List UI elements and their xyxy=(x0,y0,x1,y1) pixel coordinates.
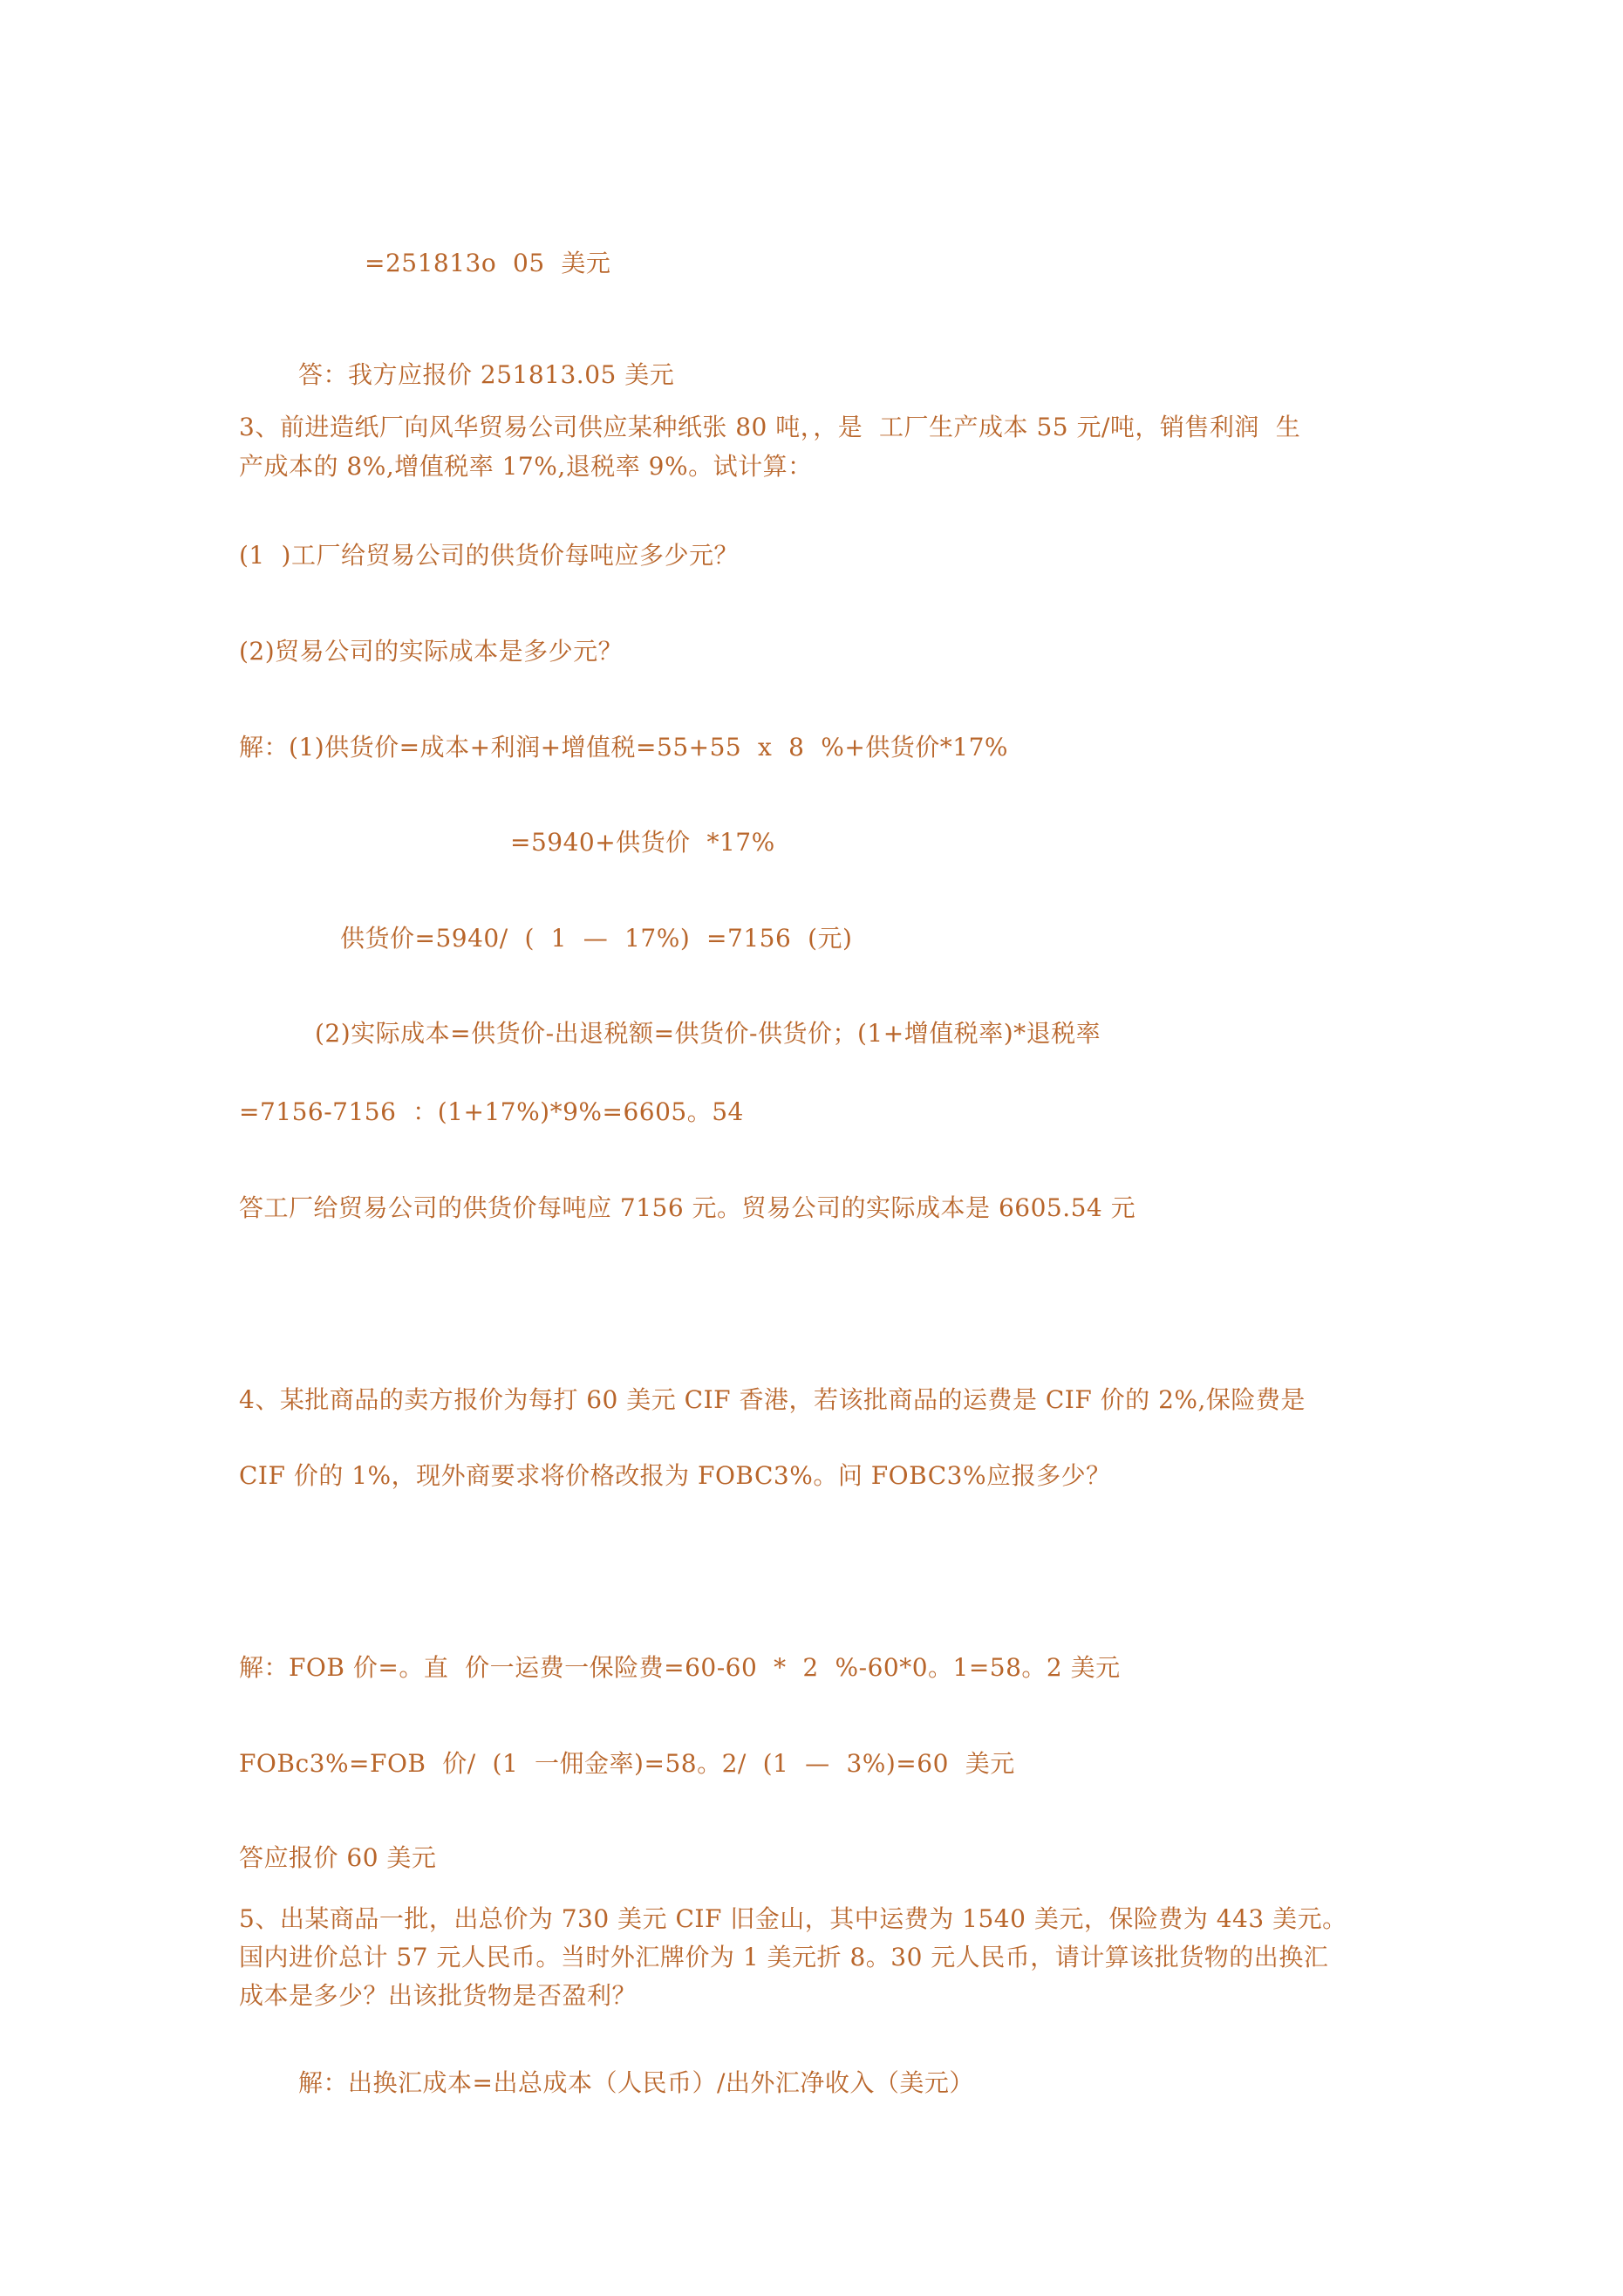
text-line: 解：出换汇成本=出总成本（人民币）/出外汇净收入（美元） xyxy=(298,2068,974,2097)
text-line: 成本是多少？出该批货物是否盈利？ xyxy=(239,1981,638,2010)
text-line: 3、前进造纸厂向风华贸易公司供应某种纸张 80 吨，，是 工厂生产成本 55 元/吨，销售利润 生 xyxy=(239,413,1301,441)
text-line: FOBc3%=FOB 价/ (1 一佣金率)=58。2/ (1 — 3%)=60 美元 xyxy=(239,1749,1015,1778)
text-line: 解：(1)供货价=成本+利润+增值税=55+55 x 8 %+供货价*17% xyxy=(239,733,1009,762)
text-line: CIF 价的 1%，现外商要求将价格改报为 FOBC3%。问 FOBC3%应报多少？ xyxy=(239,1461,1111,1490)
text-line: 国内进价总计 57 元人民币。当时外汇牌价为 1 美元折 8。30 元人民币，请计算该批货物的出换汇 xyxy=(239,1943,1329,1971)
text-line: 答：我方应报价 251813.05 美元 xyxy=(298,360,675,389)
text-line: (2)贸易公司的实际成本是多少元？ xyxy=(239,637,624,666)
text-line: 4、某批商品的卖方报价为每打 60 美元 CIF 香港，若该批商品的运费是 CIF 价的 2%,保险费是 xyxy=(239,1385,1306,1414)
text-line: 解：FOB 价=。直 价一运费一保险费=60-60 * 2 %-60*0。1=58。2 美元 xyxy=(239,1653,1121,1682)
text-line: (1 )工厂给贸易公司的供货价每吨应多少元？ xyxy=(239,541,739,570)
text-line: 产成本的 8%,增值税率 17%,退税率 9%。试计算： xyxy=(239,452,813,481)
text-line: (2)实际成本=供货价-出退税额=供货价-供货价；(1+增值税率)*退税率 xyxy=(315,1019,1101,1048)
text-line: =5940+供货价 *17% xyxy=(510,828,775,857)
text-line: 答应报价 60 美元 xyxy=(239,1843,437,1872)
text-line: 供货价=5940/ ( 1 — 17%) =7156 (元) xyxy=(340,924,853,953)
text-line: 5、出某商品一批，出总价为 730 美元 CIF 旧金山，其中运费为 1540 美元，保险费为 443 美元。 xyxy=(239,1904,1347,1933)
text-line: =7156-7156 ：(1+17%)*9%=6605。54 xyxy=(239,1097,744,1126)
text-line: =251813o 05 美元 xyxy=(365,249,611,277)
text-line: 答工厂给贸易公司的供货价每吨应 7156 元。贸易公司的实际成本是 6605.54 元 xyxy=(239,1193,1136,1222)
